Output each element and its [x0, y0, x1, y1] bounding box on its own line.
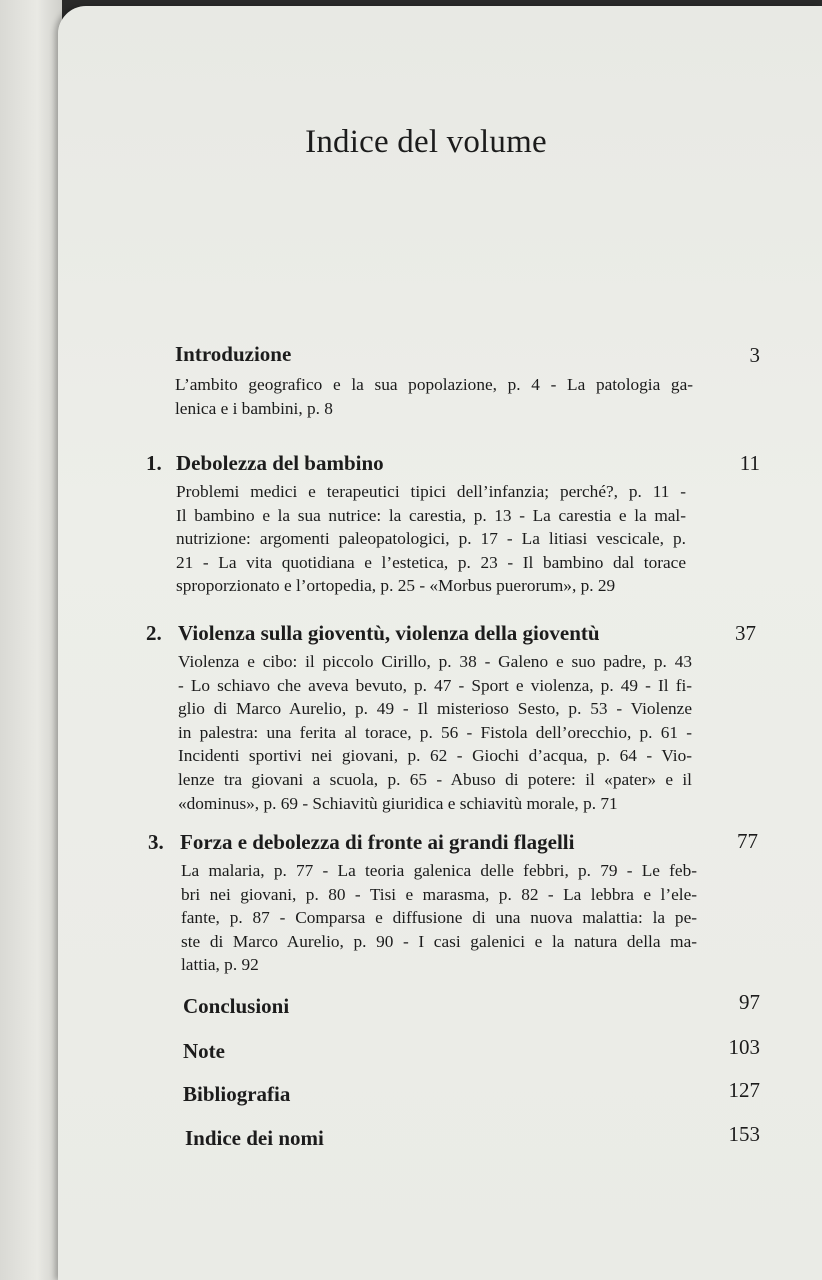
toc-description: [178, 650, 692, 815]
desc-line: lenica e i bambini, p. 8: [175, 398, 333, 418]
chapter-number: 1.: [146, 451, 162, 475]
toc-page-number: 153: [728, 1122, 760, 1146]
desc-line: Incidenti sportivi nei giovani, p. 62 - Giochi d’acqua, p. 64 - Vio-: [178, 746, 692, 766]
desc-line: 21 - La vita quotidiana e l’estetica, p. 23 - Il bambino dal torace: [176, 552, 686, 572]
toc-heading: Violenza sulla gioventù, violenza della gioventù: [178, 621, 600, 645]
toc-page-number: 3: [749, 343, 760, 367]
toc-heading: Introduzione: [175, 342, 292, 366]
toc-heading: Debolezza del bambino: [176, 451, 384, 475]
desc-line: fante, p. 87 - Comparsa e diffusione di una nuova malattia: la pe-: [181, 908, 697, 928]
toc-heading: Bibliografia: [183, 1082, 291, 1106]
desc-line: nutrizione: argomenti paleopatologici, p. 17 - La litiasi vescicale, p.: [176, 529, 686, 549]
desc-line: bri nei giovani, p. 80 - Tisi e marasma, p. 82 - La lebbra e l’ele-: [181, 884, 697, 904]
desc-line: in palestra: una ferita al torace, p. 56 - Fistola dell’orecchio, p. 61 -: [178, 722, 692, 742]
toc-description: [181, 859, 697, 977]
desc-line: lenze tra giovani a scuola, p. 65 - Abuso di potere: il «pater» e il: [178, 769, 692, 789]
desc-line: L’ambito geografico e la sua popolazione, p. 4 - La patologia ga-: [175, 375, 693, 394]
toc-page-number: 97: [739, 990, 760, 1014]
desc-line: sproporzionato e l’ortopedia, p. 25 - «Morbus puerorum», p. 29: [176, 576, 616, 596]
desc-line: ste di Marco Aurelio, p. 90 - I casi galenici e la natura della ma-: [181, 931, 697, 951]
toc-page-number: 11: [739, 451, 760, 475]
desc-line: Problemi medici e terapeutici tipici dell’infanzia; perché?, p. 11 -: [176, 482, 686, 501]
toc-page-number: 127: [728, 1078, 760, 1102]
toc-page-number: 37: [735, 621, 756, 645]
toc-heading: Forza e debolezza di fronte ai grandi flagelli: [180, 830, 575, 854]
desc-line: glio di Marco Aurelio, p. 49 - Il misterioso Sesto, p. 53 - Violenze: [178, 699, 692, 719]
desc-line: La malaria, p. 77 - La teoria galenica delle febbri, p. 79 - Le feb-: [181, 861, 697, 880]
page-title: Indice del volume: [305, 124, 547, 160]
desc-line: «dominus», p. 69 - Schiavitù giuridica e schiavitù morale, p. 71: [178, 793, 618, 813]
toc-heading: Note: [183, 1039, 225, 1063]
toc-heading: Conclusioni: [183, 994, 290, 1018]
toc-heading: Indice dei nomi: [185, 1126, 324, 1150]
desc-line: lattia, p. 92: [181, 955, 259, 975]
desc-line: - Lo schiavo che aveva bevuto, p. 47 - Sport e violenza, p. 49 - Il fi-: [178, 675, 692, 695]
toc-page-number: 77: [737, 829, 758, 853]
left-page-edge: [0, 0, 62, 1280]
desc-line: Violenza e cibo: il piccolo Cirillo, p. 38 - Galeno e suo padre, p. 43: [178, 652, 692, 671]
toc-page-number: 103: [728, 1035, 760, 1059]
desc-line: Il bambino e la sua nutrice: la carestia, p. 13 - La carestia e la mal-: [176, 505, 686, 525]
chapter-number: 2.: [146, 621, 162, 645]
toc-description: [176, 480, 686, 598]
chapter-number: 3.: [148, 830, 164, 854]
toc-description: [175, 373, 693, 420]
